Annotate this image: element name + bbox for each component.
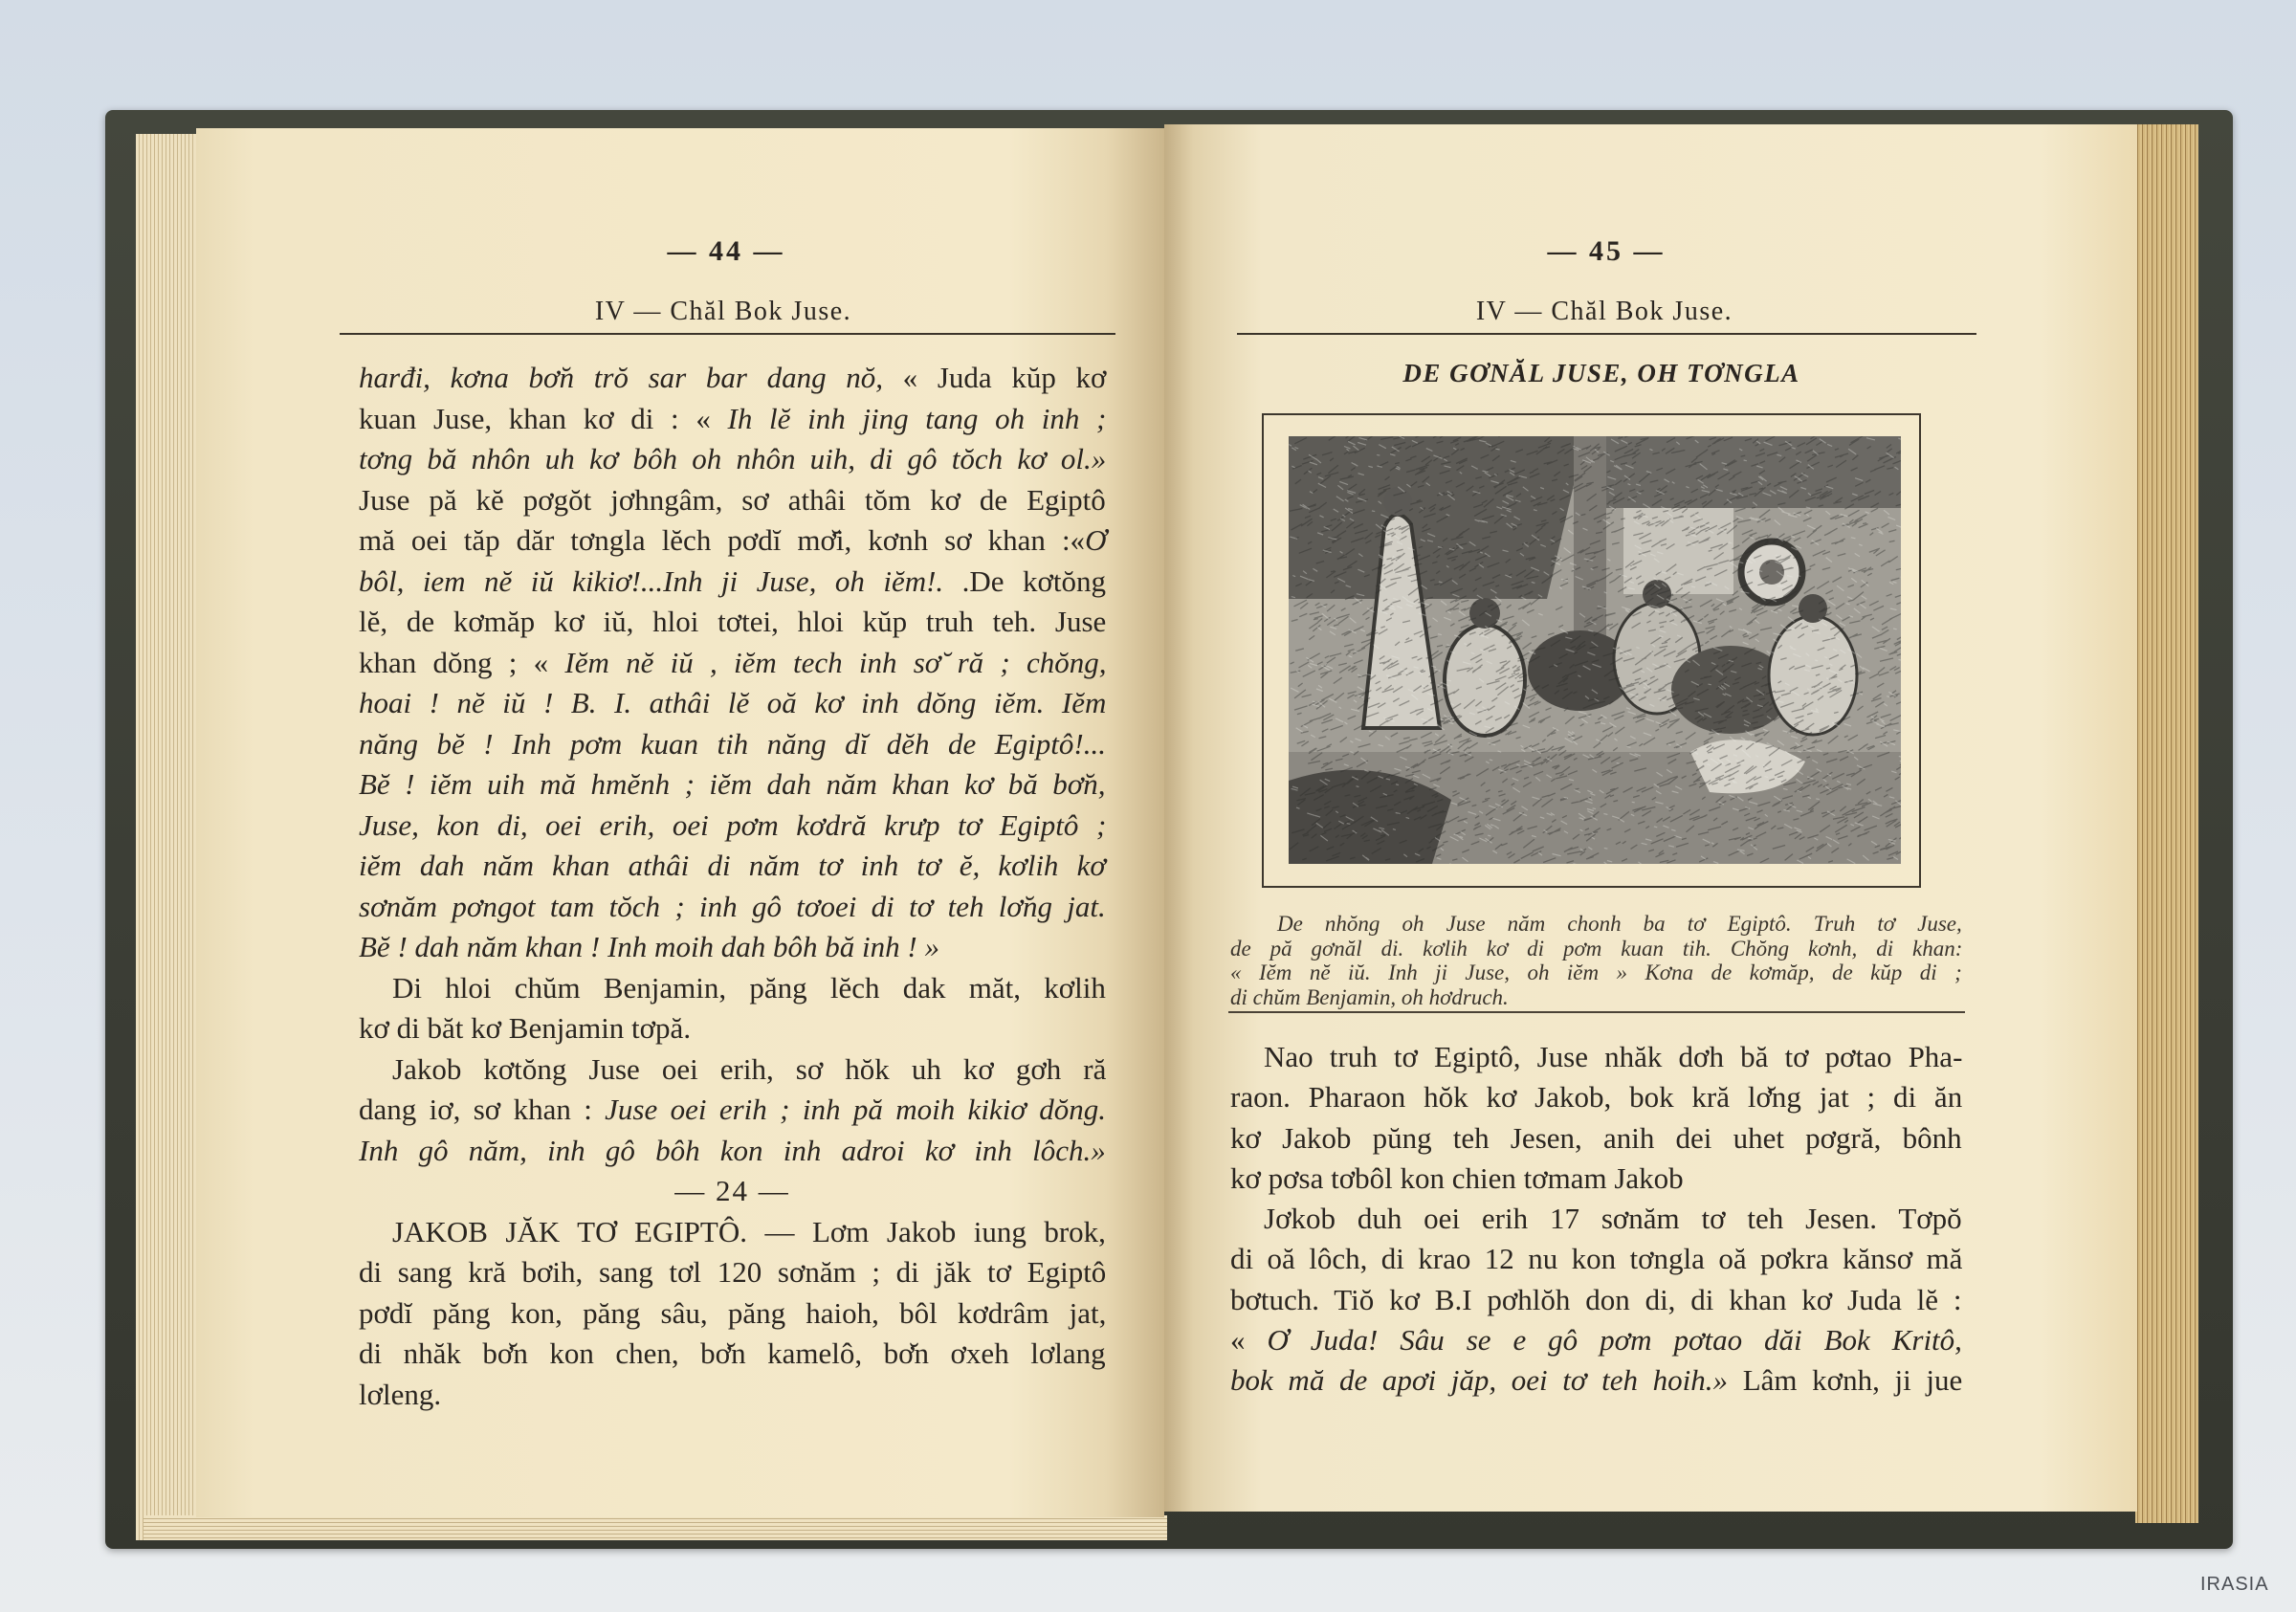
illustration-dark-wall: [1289, 436, 1585, 599]
body-line: kơ di băt kơ Benjamin tơpă.: [359, 1011, 692, 1045]
roman-run: dang iơ, sơ khan :: [359, 1093, 606, 1126]
bottom-page-edges: [144, 1515, 1167, 1540]
right-page-text: [1230, 1037, 1962, 1402]
roman-run: « Juda kŭp kơ: [902, 361, 1107, 394]
illustration-opening: [1623, 508, 1733, 594]
italic-run: Ơ Juda! Sâu se e gô pơm pơtao dăi Bok Kritô,: [1267, 1323, 1962, 1358]
body-line: kơ Jakob pŭng teh Jesen, anih dei uhet pơgră, bônh: [1230, 1120, 1962, 1155]
body-line: kơ pơsa tơbôl kon chien tơmam Jakob: [1230, 1160, 1684, 1195]
illustration-figure-group: [1769, 616, 1857, 735]
italic-run: harđi, kơna bơ̆n trŏ sar bar dang nŏ,: [359, 361, 903, 394]
body-line: Jakob kơtŏng Juse oei erih, sơ hŏk uh kơ gơh ră: [392, 1051, 1107, 1086]
roman-run: Lâm kơnh, ji jue: [1742, 1363, 1963, 1398]
italic-run: Iĕm nĕ iŭ , iĕm tech inh sơ̆ ră ; chŏng,: [564, 645, 1107, 679]
body-line: raon. Pharaon hŏk kơ Jakob, bok kră lơ̆ng jat ; di ăn: [1230, 1080, 1963, 1115]
body-line: [359, 1090, 1106, 1131]
body-line: [359, 562, 1106, 603]
body-line: di sang kră bơih, sang tơl 120 sơnăm ; di jăk tơ Egiptô: [359, 1255, 1107, 1289]
body-line: Di hloi chŭm Benjamin, păng lĕch dak măt, kơlih: [392, 970, 1106, 1005]
caption-line: di chŭm Benjamin, oh hơdruch.: [1230, 984, 1509, 1009]
body-line: Juse pă kĕ pơgŏt jơhngâm, sơ athâi tŏm kơ de Egiptô: [359, 482, 1106, 517]
body-line: [1230, 1360, 1962, 1401]
illustration-caption: [1230, 912, 1962, 1009]
body-line: iĕm dah năm khan athâi di năm tơ inh tơ ĕ, kơlih kơ: [359, 849, 1106, 882]
body-line: pơdĭ păng kon, păng sâu, păng haioh, bôl kơdrâm jat,: [359, 1295, 1107, 1330]
italic-run: bôl, iem nĕ iŭ kikiơ!...Inh ji Juse, oh iĕm!.: [359, 563, 962, 598]
right-header-rule: [1237, 333, 1976, 335]
body-line: Juse, kon di, oei erih, oei pơm kơdră krưp tơ Egiptô ;: [359, 807, 1107, 842]
caption-line: de pă gơnăl di. kơlih kơ di pơm kuan tih. Chŏng kơnh, di khan:: [1230, 936, 1963, 961]
body-line: năng bĕ ! Inh pơm kuan tih năng dĭ dĕh de Egiptô!...: [359, 726, 1106, 761]
section-title: DE GƠNĂL JUSE, OH TƠNGLA: [1402, 359, 1800, 387]
body-line: [359, 643, 1106, 684]
illustration-figure-head: [1799, 594, 1827, 623]
body-line: Inh gô năm, inh gô bôh kon inh adroi kơ inh lôch.»: [359, 1133, 1106, 1167]
left-header-rule: [340, 333, 1115, 335]
body-line: di oă lôch, di krao 12 nu kon tơngla oă pơkra kănsơ mă: [1230, 1242, 1963, 1276]
left-page-text: [359, 358, 1106, 1415]
left-running-head: IV — Chăl Bok Juse.: [594, 297, 852, 326]
watermark: IRASIA: [2200, 1574, 2269, 1595]
body-line: Bĕ ! dah năm khan ! Inh moih dah bôh bă inh ! »: [359, 930, 939, 963]
body-line: [1230, 1320, 1962, 1360]
roman-run: kuan Juse, khan kơ di : «: [359, 401, 728, 435]
body-line: lơleng.: [359, 1377, 442, 1411]
illustration-figure-head: [1469, 598, 1500, 629]
body-line: [359, 399, 1106, 440]
body-line: [359, 358, 1106, 399]
body-line: Nao truh tơ Egiptô, Juse nhăk dơh bă tơ pơtao Pha-: [1264, 1040, 1963, 1073]
italic-run: bok mă de apơi jăp, oei tơ teh hoih.»: [1230, 1363, 1743, 1398]
roman-run: khan dŏng ; «: [359, 645, 565, 679]
body-line: lĕ, de kơmăp kơ iŭ, hloi tơtei, hloi kŭp truh teh. Juse: [359, 605, 1107, 638]
body-line: hoai ! nĕ iŭ ! B. I. athâi lĕ oă kơ inh dŏng iĕm. Iĕm: [359, 686, 1107, 719]
body-line: Jơkob duh oei erih 17 sơnăm tơ teh Jesen. Tơpŏ: [1264, 1202, 1962, 1236]
right-page-edges: [2135, 124, 2198, 1523]
lesson-number: — 24 —: [674, 1174, 790, 1207]
body-line: Bĕ ! iĕm uih mă hmĕnh ; iĕm dah năm khan kơ bă bơ̆n,: [359, 767, 1106, 801]
lesson-heading-line: JAKOB JĂK TƠ EGIPTÔ. — Lơm Jakob iung brok,: [392, 1214, 1106, 1248]
body-line: sơnăm pơngot tam tŏch ; inh gô tơoei di tơ teh lơ̆ng jat.: [359, 889, 1106, 923]
italic-run: Ih lĕ inh jing tang oh inh ;: [727, 401, 1107, 435]
right-page-number: — 45 —: [1547, 235, 1666, 267]
caption-line: « Iĕm nĕ iŭ. Inh ji Juse, oh iĕm » Kơna de kơmăp, de kŭp di ;: [1230, 961, 1962, 984]
body-line: [359, 520, 1106, 562]
roman-run: .De kơtŏng: [961, 563, 1106, 598]
roman-run: mă oei tăp dăr tơngla lĕch pơdĭ mơ̆i, kơnh sơ khan :«: [359, 523, 1086, 557]
caption-line: De nhŏng oh Juse năm chonh ba tơ Egiptô. Truh tơ Juse,: [1277, 912, 1962, 936]
left-page-edges: [136, 134, 205, 1540]
roman-run: «: [1230, 1323, 1268, 1358]
body-line: di nhăk bơ̆n kon chen, bơ̆n kamelô, bơ̆n ơxeh lơlang: [359, 1336, 1106, 1370]
left-page-number: — 44 —: [667, 235, 785, 267]
illustration-engraving: [1289, 436, 1901, 864]
italic-run: Ơ: [1085, 523, 1107, 557]
right-running-head: IV — Chăl Bok Juse.: [1475, 297, 1733, 326]
body-line: tơng bă nhôn uh kơ bôh oh nhôn uih, di gô tŏch kơ ol.»: [359, 442, 1107, 475]
italic-run: Juse oei erih ; inh pă moih kikiơ dŏng.: [605, 1093, 1106, 1126]
body-line: bơtuch. Tiŏ kơ B.I pơhlŏh don di, di khan kơ Juda lĕ :: [1230, 1282, 1962, 1316]
caption-rule: [1228, 1011, 1965, 1013]
